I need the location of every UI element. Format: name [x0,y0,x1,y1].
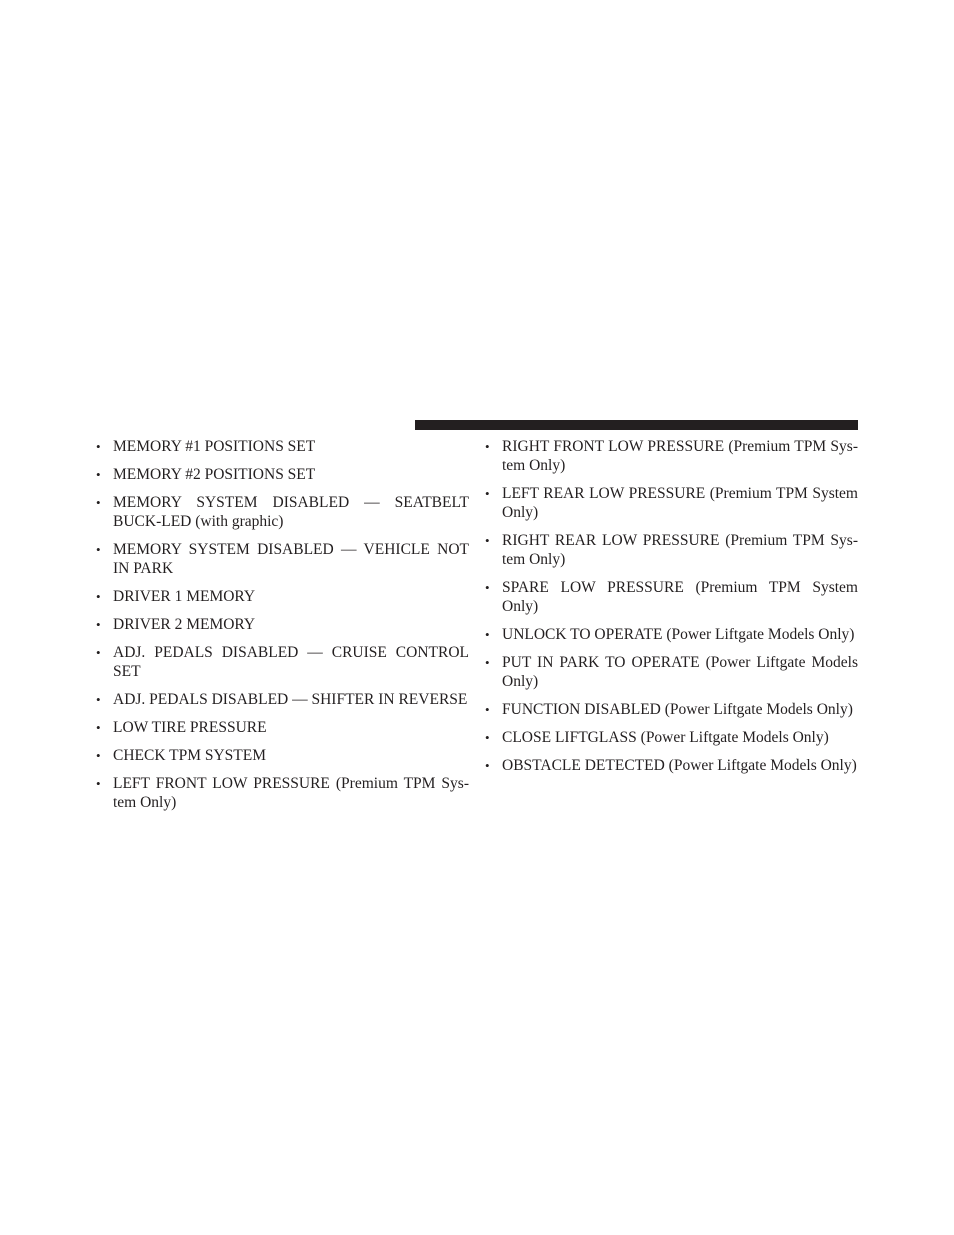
bullet-icon: • [96,748,101,763]
list-item-text: MEMORY #1 POSITIONS SET [113,438,316,455]
list-item-text: ADJ. PEDALS DISABLED — SHIFTER IN REVERSE [113,691,468,708]
list-item-text: RIGHT FRONT LOW PRESSURE (Premium TPM Sys-tem Only) [502,438,858,474]
list-item [485,653,858,691]
list-item-text: FUNCTION DISABLED (Power Liftgate Models Only) [502,701,853,718]
list-item-text: DRIVER 2 MEMORY [113,616,256,633]
list-item-text: ADJ. PEDALS DISABLED — CRUISE CONTROL SET [113,644,469,680]
list-item [485,437,858,475]
bullet-icon: • [96,720,101,735]
list-item [96,690,469,709]
bullet-icon: • [485,627,490,642]
list-item-text: LOW TIRE PRESSURE [113,719,267,736]
list-item [96,465,469,484]
bullet-icon: • [96,467,101,482]
list-item-text: UNLOCK TO OPERATE (Power Liftgate Models Only) [502,626,855,643]
list-item [485,700,858,719]
bullet-icon: • [485,486,490,501]
list-item [96,437,469,456]
bullet-icon: • [96,439,101,454]
list-item [96,587,469,606]
list-item-text: OBSTACLE DETECTED (Power Liftgate Models Only) [502,757,857,774]
list-item-text: CLOSE LIFTGLASS (Power Liftgate Models Only) [502,729,829,746]
bullet-icon: • [96,776,101,791]
list-item-text: CHECK TPM SYSTEM [113,747,267,764]
list-item [96,643,469,681]
list-item [96,774,469,812]
bullet-icon: • [485,758,490,773]
list-item [96,493,469,531]
bullet-icon: • [485,730,490,745]
message-list-right [485,437,858,784]
bullet-icon: • [485,702,490,717]
list-item [96,540,469,578]
list-item-text: MEMORY SYSTEM DISABLED — VEHICLE NOT IN PARK [113,541,469,577]
list-item [485,625,858,644]
list-item-text: LEFT FRONT LOW PRESSURE (Premium TPM Sys-tem Only) [113,775,469,811]
bullet-icon: • [96,495,101,510]
list-item [485,578,858,616]
list-item [485,728,858,747]
list-item [96,746,469,765]
message-list-left [96,437,469,821]
bullet-icon: • [485,655,490,670]
header-rule [415,420,858,430]
list-item [485,531,858,569]
list-item-text: MEMORY #2 POSITIONS SET [113,466,316,483]
bullet-icon: • [485,533,490,548]
list-item [485,484,858,522]
bullet-icon: • [96,542,101,557]
list-item [96,718,469,737]
bullet-icon: • [485,580,490,595]
list-item-text: SPARE LOW PRESSURE (Premium TPM System Only) [502,579,858,615]
list-item-text: MEMORY SYSTEM DISABLED — SEATBELT BUCK-LED (with graphic) [113,494,469,530]
bullet-icon: • [96,645,101,660]
list-item-text: RIGHT REAR LOW PRESSURE (Premium TPM Sys-tem Only) [502,532,858,568]
list-item-text: LEFT REAR LOW PRESSURE (Premium TPM System Only) [502,485,858,521]
bullet-icon: • [96,589,101,604]
list-item [96,615,469,634]
list-item-text: DRIVER 1 MEMORY [113,588,256,605]
list-item [485,756,858,775]
bullet-icon: • [96,692,101,707]
bullet-icon: • [96,617,101,632]
bullet-icon: • [485,439,490,454]
list-item-text: PUT IN PARK TO OPERATE (Power Liftgate Models Only) [502,654,858,690]
